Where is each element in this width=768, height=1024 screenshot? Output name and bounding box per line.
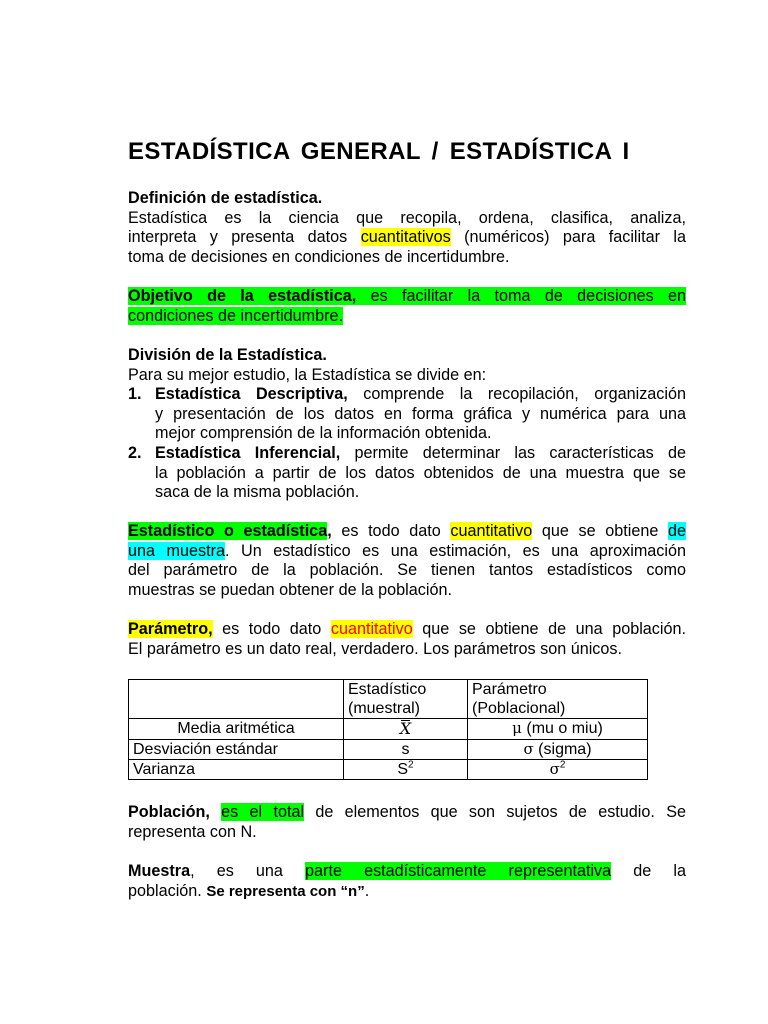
table-header-empty xyxy=(129,680,344,719)
definition-text: interpreta y presenta datos xyxy=(128,228,361,247)
stat-symbol: s xyxy=(401,741,410,758)
sigma-symbol: σ xyxy=(523,740,534,758)
estadistico-section xyxy=(128,522,686,600)
objective-text: condiciones de incertidumbre. xyxy=(128,306,344,325)
table-cell-label xyxy=(129,760,344,780)
header-text: (muestral) xyxy=(348,700,421,717)
definition-line-1: Estadística es la ciencia que recopila, ordena, clasifica, analiza, xyxy=(128,208,686,227)
parametro-text: que se obtiene de una población. xyxy=(412,620,686,638)
param-text: (mu o miu) xyxy=(521,720,603,737)
list-item-text: saca de la misma población. xyxy=(155,483,360,502)
list-item-term: Estadística Inferencial, xyxy=(155,443,341,462)
table-cell-param xyxy=(468,719,648,740)
stat-symbol: S xyxy=(397,761,409,778)
list-item-text: permite determinar las características de xyxy=(340,443,686,462)
definition-line-3: toma de decisiones en condiciones de incertidumbre. xyxy=(128,247,510,266)
objective-text: es facilitar la toma de decisiones en xyxy=(356,287,686,305)
highlight-cuantitativo: cuantitativo xyxy=(450,522,533,540)
row-label: Media aritmética xyxy=(177,720,295,737)
list-item-text: comprende la recopilación, organización xyxy=(347,385,686,404)
table-cell-stat xyxy=(344,719,468,740)
division-section xyxy=(128,346,686,503)
list-item xyxy=(128,385,686,444)
muestra-term: Muestra xyxy=(128,862,191,880)
table-cell-label xyxy=(129,719,344,740)
list-item-text: la población a partir de los datos obtenidos de una muestra que se xyxy=(155,463,686,482)
muestra-text: , es una xyxy=(190,862,306,880)
table-cell-param xyxy=(468,740,648,760)
highlight-de-una-muestra: de xyxy=(667,522,686,540)
table-cell-stat xyxy=(344,740,468,760)
muestra-text: . xyxy=(364,881,370,900)
highlight-cuantitativos: cuantitativos xyxy=(360,228,451,247)
definition-section xyxy=(128,189,686,267)
list-number: 1. xyxy=(128,385,142,404)
highlight-es-el-total: es el total xyxy=(221,803,305,821)
highlight-de-una-muestra: una muestra xyxy=(128,541,225,560)
division-list xyxy=(128,385,686,503)
table-header-row xyxy=(129,680,648,719)
superscript: 2 xyxy=(408,759,414,771)
estadistico-line-3: del parámetro de la población. Se tienen tantos estadísticos como xyxy=(128,561,686,580)
parametro-text: es todo dato xyxy=(212,620,331,638)
table-cell-label xyxy=(129,740,344,760)
table-cell-param xyxy=(468,760,648,780)
parametro-term: Parámetro, xyxy=(128,620,213,638)
division-intro: Para su mejor estudio, la Estadística se divide en: xyxy=(128,365,487,384)
muestra-line-1 xyxy=(128,862,686,882)
list-number: 2. xyxy=(128,443,142,462)
table-row xyxy=(129,719,648,740)
estadistico-text: es todo dato xyxy=(331,522,451,540)
parametro-line-2: El parámetro es un dato real, verdadero. Los parámetros son únicos. xyxy=(128,639,622,658)
param-text: (sigma) xyxy=(533,741,592,758)
header-text: Estadístico xyxy=(348,681,427,698)
superscript: 2 xyxy=(559,759,566,771)
objective-line-2 xyxy=(128,307,686,327)
parametro-section xyxy=(128,620,686,659)
poblacion-section xyxy=(128,803,686,842)
parametro-line-1 xyxy=(128,620,686,640)
definition-heading: Definición de estadística. xyxy=(128,189,323,207)
header-text: (Poblacional) xyxy=(472,700,566,717)
muestra-text: de la xyxy=(611,862,686,880)
statistics-table xyxy=(128,679,648,780)
list-item-term: Estadística Descriptiva, xyxy=(155,385,348,404)
estadistico-line-4: muestras se puedan obtener de la población. xyxy=(128,580,452,599)
estadistico-line-1 xyxy=(128,522,686,542)
poblacion-line-1 xyxy=(128,803,686,823)
division-heading: División de la Estadística. xyxy=(128,346,327,364)
definition-line-2 xyxy=(128,228,686,248)
estadistico-text: . Un estadístico es una estimación, es una aproximación xyxy=(225,541,686,560)
estadistico-term: Estadístico o estadística xyxy=(128,522,328,540)
list-item xyxy=(128,444,686,503)
estadistico-text: que se obtiene xyxy=(532,522,668,540)
poblacion-text: de elementos que son sujetos de estudio. Se xyxy=(304,803,686,821)
muestra-text: población. xyxy=(128,881,207,900)
row-label: Varianza xyxy=(133,761,195,778)
page-title: ESTADÍSTICA GENERAL / ESTADÍSTICA I xyxy=(128,138,630,165)
list-item-text: mejor comprensión de la información obtenida. xyxy=(155,424,492,443)
objective-section xyxy=(128,287,686,326)
muestra-section xyxy=(128,862,686,901)
sigma-symbol: σ xyxy=(549,760,560,778)
table-cell-stat xyxy=(344,760,468,780)
highlight-cuantitativo-red: cuantitativo xyxy=(330,620,413,638)
table-header-parametro xyxy=(468,680,648,719)
row-label: Desviación estándar xyxy=(133,741,278,758)
highlight-parte-representativa: parte estadísticamente representativa xyxy=(305,862,612,880)
objective-heading: Objetivo de la estadística, xyxy=(128,287,357,305)
estadistico-comma: , xyxy=(327,522,332,540)
x-bar-symbol: X xyxy=(399,719,412,738)
muestra-line-2 xyxy=(128,882,686,902)
objective-line-1 xyxy=(128,287,686,307)
mu-symbol: μ xyxy=(512,719,522,737)
table-header-estadistico xyxy=(344,680,468,719)
table-row xyxy=(129,760,648,780)
poblacion-line-2: representa con N. xyxy=(128,822,257,841)
poblacion-term: Población, xyxy=(128,803,210,821)
list-item-text: y presentación de los datos en forma gráfica y numérica para una xyxy=(155,404,686,423)
muestra-represent-n: Se representa con “n” xyxy=(206,882,365,900)
header-text: Parámetro xyxy=(472,681,547,698)
estadistico-line-2 xyxy=(128,542,686,562)
table-row xyxy=(129,740,648,760)
definition-text: (numéricos) para facilitar la xyxy=(450,228,686,247)
